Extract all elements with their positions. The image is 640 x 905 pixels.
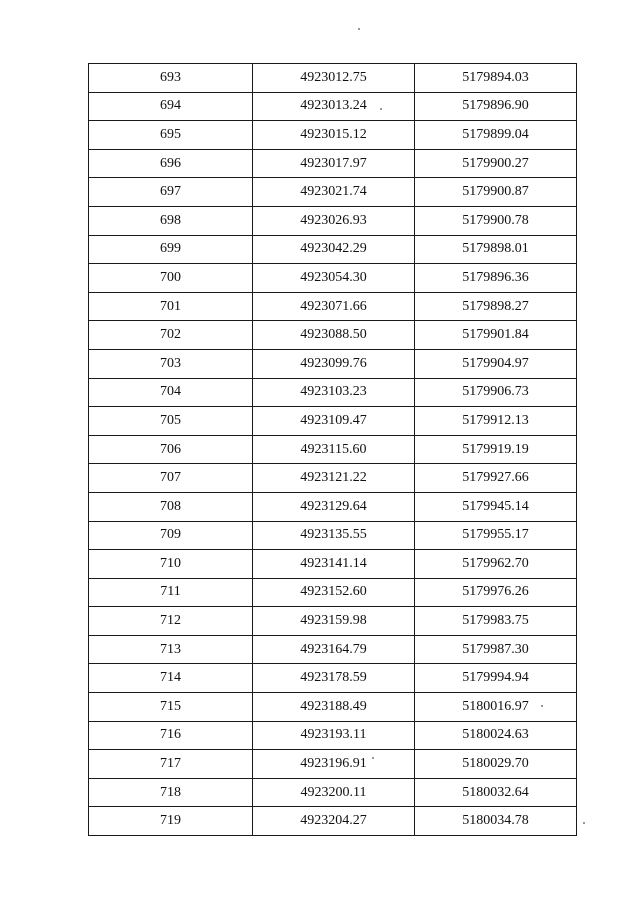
scan-speck [358, 28, 360, 30]
point-number-cell: 719 [89, 807, 253, 836]
table-row [89, 578, 577, 607]
point-number-cell: 705 [89, 407, 253, 436]
y-coordinate-cell: 5179900.78 [415, 206, 577, 235]
x-coordinate-cell: 4923200.11 [253, 778, 415, 807]
y-coordinate-cell: 5179898.01 [415, 235, 577, 264]
scan-speck [583, 822, 585, 824]
x-coordinate-cell: 4923115.60 [253, 435, 415, 464]
x-coordinate-cell: 4923178.59 [253, 664, 415, 693]
table-row [89, 206, 577, 235]
point-number-cell: 702 [89, 321, 253, 350]
table-row [89, 264, 577, 293]
x-coordinate-cell: 4923159.98 [253, 607, 415, 636]
y-coordinate-cell: 5179927.66 [415, 464, 577, 493]
y-coordinate-cell: 5180029.70 [415, 750, 577, 779]
x-coordinate-cell: 4923012.75 [253, 64, 415, 93]
table-row [89, 778, 577, 807]
point-number-cell: 693 [89, 64, 253, 93]
y-coordinate-cell: 5179900.87 [415, 178, 577, 207]
table-row [89, 807, 577, 836]
point-number-cell: 695 [89, 121, 253, 150]
x-coordinate-cell: 4923109.47 [253, 407, 415, 436]
point-number-cell: 715 [89, 693, 253, 722]
table-row [89, 721, 577, 750]
x-coordinate-cell: 4923141.14 [253, 550, 415, 579]
table-row [89, 149, 577, 178]
table-row [89, 521, 577, 550]
point-number-cell: 716 [89, 721, 253, 750]
point-number-cell: 709 [89, 521, 253, 550]
table-row [89, 121, 577, 150]
point-number-cell: 707 [89, 464, 253, 493]
scan-speck [372, 757, 374, 759]
point-number-cell: 706 [89, 435, 253, 464]
x-coordinate-cell: 4923196.91 [253, 750, 415, 779]
table-row [89, 693, 577, 722]
y-coordinate-cell: 5179901.84 [415, 321, 577, 350]
table-row [89, 550, 577, 579]
table-row [89, 349, 577, 378]
y-coordinate-cell: 5179912.13 [415, 407, 577, 436]
coordinates-table-body [89, 64, 577, 836]
y-coordinate-cell: 5179898.27 [415, 292, 577, 321]
y-coordinate-cell: 5180032.64 [415, 778, 577, 807]
point-number-cell: 717 [89, 750, 253, 779]
point-number-cell: 718 [89, 778, 253, 807]
y-coordinate-cell: 5180024.63 [415, 721, 577, 750]
point-number-cell: 714 [89, 664, 253, 693]
y-coordinate-cell: 5179894.03 [415, 64, 577, 93]
point-number-cell: 698 [89, 206, 253, 235]
y-coordinate-cell: 5179904.97 [415, 349, 577, 378]
point-number-cell: 712 [89, 607, 253, 636]
x-coordinate-cell: 4923015.12 [253, 121, 415, 150]
y-coordinate-cell: 5179919.19 [415, 435, 577, 464]
x-coordinate-cell: 4923164.79 [253, 635, 415, 664]
table-row [89, 492, 577, 521]
point-number-cell: 694 [89, 92, 253, 121]
table-row [89, 635, 577, 664]
point-number-cell: 703 [89, 349, 253, 378]
x-coordinate-cell: 4923054.30 [253, 264, 415, 293]
table-row [89, 292, 577, 321]
y-coordinate-cell: 5180034.78 [415, 807, 577, 836]
x-coordinate-cell: 4923017.97 [253, 149, 415, 178]
y-coordinate-cell: 5179900.27 [415, 149, 577, 178]
table-row [89, 435, 577, 464]
x-coordinate-cell: 4923135.55 [253, 521, 415, 550]
x-coordinate-cell: 4923071.66 [253, 292, 415, 321]
point-number-cell: 699 [89, 235, 253, 264]
scan-speck [380, 108, 382, 110]
table-row [89, 92, 577, 121]
y-coordinate-cell: 5179896.90 [415, 92, 577, 121]
x-coordinate-cell: 4923204.27 [253, 807, 415, 836]
coordinates-table [88, 63, 577, 836]
table-row [89, 607, 577, 636]
table-row [89, 178, 577, 207]
y-coordinate-cell: 5179987.30 [415, 635, 577, 664]
point-number-cell: 704 [89, 378, 253, 407]
y-coordinate-cell: 5179896.36 [415, 264, 577, 293]
y-coordinate-cell: 5179899.04 [415, 121, 577, 150]
table-row [89, 235, 577, 264]
x-coordinate-cell: 4923099.76 [253, 349, 415, 378]
x-coordinate-cell: 4923121.22 [253, 464, 415, 493]
x-coordinate-cell: 4923129.64 [253, 492, 415, 521]
x-coordinate-cell: 4923188.49 [253, 693, 415, 722]
y-coordinate-cell: 5179962.70 [415, 550, 577, 579]
x-coordinate-cell: 4923013.24 [253, 92, 415, 121]
table-row [89, 750, 577, 779]
point-number-cell: 710 [89, 550, 253, 579]
x-coordinate-cell: 4923026.93 [253, 206, 415, 235]
table-row [89, 64, 577, 93]
y-coordinate-cell: 5179945.14 [415, 492, 577, 521]
x-coordinate-cell: 4923103.23 [253, 378, 415, 407]
y-coordinate-cell: 5179906.73 [415, 378, 577, 407]
y-coordinate-cell: 5179994.94 [415, 664, 577, 693]
point-number-cell: 708 [89, 492, 253, 521]
point-number-cell: 711 [89, 578, 253, 607]
point-number-cell: 701 [89, 292, 253, 321]
x-coordinate-cell: 4923193.11 [253, 721, 415, 750]
x-coordinate-cell: 4923042.29 [253, 235, 415, 264]
point-number-cell: 700 [89, 264, 253, 293]
x-coordinate-cell: 4923152.60 [253, 578, 415, 607]
y-coordinate-cell: 5179955.17 [415, 521, 577, 550]
point-number-cell: 713 [89, 635, 253, 664]
y-coordinate-cell: 5180016.97 [415, 693, 577, 722]
table-row [89, 321, 577, 350]
point-number-cell: 697 [89, 178, 253, 207]
table-row [89, 378, 577, 407]
table-row [89, 407, 577, 436]
table-row [89, 664, 577, 693]
scan-speck [541, 705, 543, 707]
y-coordinate-cell: 5179983.75 [415, 607, 577, 636]
x-coordinate-cell: 4923088.50 [253, 321, 415, 350]
point-number-cell: 696 [89, 149, 253, 178]
table-row [89, 464, 577, 493]
x-coordinate-cell: 4923021.74 [253, 178, 415, 207]
y-coordinate-cell: 5179976.26 [415, 578, 577, 607]
